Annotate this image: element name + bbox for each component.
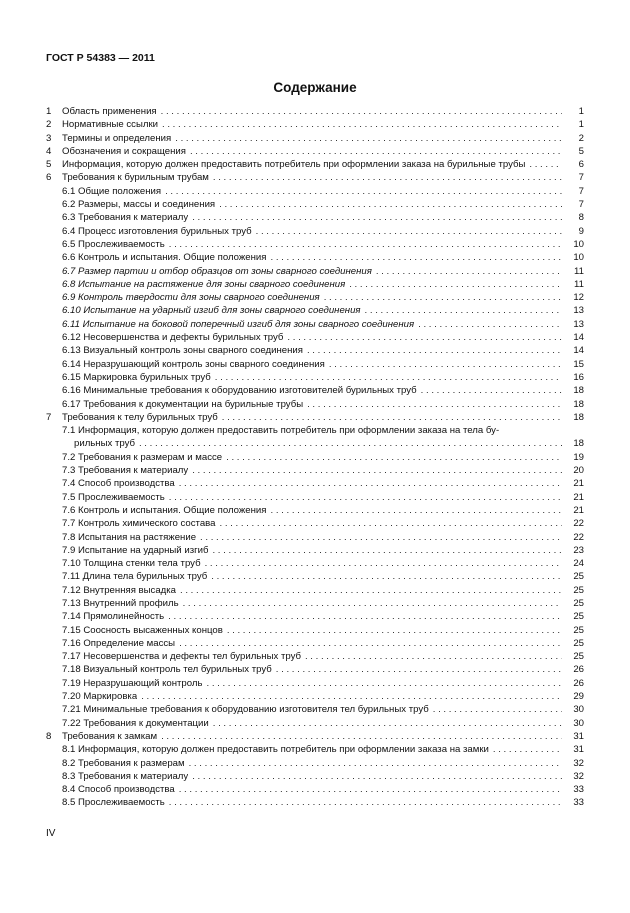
page-title: Содержание: [273, 80, 357, 95]
toc-entry-label: [46, 358, 325, 371]
toc-entry[interactable]: [46, 198, 584, 211]
toc-entry[interactable]: [46, 171, 584, 184]
toc-entry-label: [46, 211, 188, 224]
toc-leader-dots: [139, 437, 562, 450]
toc-entry-text: 7.12 Внутренняя высадка: [62, 584, 177, 596]
toc-page-number: 1: [578, 106, 584, 117]
toc-page-number: 32: [573, 757, 584, 769]
toc-page-number: 15: [573, 358, 584, 370]
toc-entry-text: 7.10 Толщина стенки тела труб: [62, 558, 201, 570]
toc-entry[interactable]: [46, 584, 584, 597]
toc-leader-dots: [307, 398, 562, 411]
toc-entry-text: 6.11 Испытание на боковой поперечный изгиб для зоны сварного соединения: [62, 318, 415, 330]
toc-page-number: 13: [573, 305, 584, 317]
toc-entry[interactable]: [46, 238, 584, 251]
toc-entry[interactable]: [46, 145, 584, 158]
toc-leader-dots: [256, 225, 562, 238]
toc-entry[interactable]: [46, 118, 584, 131]
toc-page-number: 22: [573, 531, 584, 543]
toc-entry[interactable]: [46, 796, 584, 809]
page-number-footer: IV: [46, 828, 56, 839]
toc-leader-dots: [162, 118, 562, 131]
toc-page-number: 7: [578, 172, 584, 184]
toc-entry-text: 6.2 Размеры, массы и соединения: [62, 199, 216, 211]
toc-page-number: 13: [573, 318, 584, 330]
toc-leader-dots: [213, 171, 562, 184]
toc-leader-dots: [183, 597, 562, 610]
toc-entry[interactable]: [46, 185, 584, 198]
toc-leader-dots: [222, 411, 562, 424]
toc-leader-dots: [161, 105, 562, 118]
toc-entry[interactable]: [46, 105, 584, 118]
toc-entry-text: Термины и определения: [62, 132, 172, 144]
toc-entry-label: [46, 105, 157, 118]
toc-entry[interactable]: [46, 132, 584, 145]
toc-entry-text: 6.15 Маркировка бурильных труб: [62, 371, 211, 383]
toc-entry-text: Область применения: [62, 106, 157, 117]
toc-entry[interactable]: [46, 757, 584, 770]
toc-leader-dots: [211, 570, 562, 583]
toc-entry-label: [46, 304, 361, 317]
toc-entry[interactable]: [46, 544, 584, 557]
toc-leader-dots: [418, 318, 562, 331]
toc-page-number: 16: [573, 371, 584, 383]
toc-page-number: 18: [573, 438, 584, 450]
toc-entry-text: 8.2 Требования к размерам: [62, 757, 185, 769]
toc-entry-text: 6.8 Испытание на растяжение для зоны сварного соединения: [62, 278, 346, 290]
toc-leader-dots: [329, 358, 562, 371]
toc-entry-label: [46, 570, 207, 583]
toc-leader-dots: [190, 145, 562, 158]
toc-leader-dots: [175, 132, 562, 145]
toc-page-number: 14: [573, 345, 584, 357]
toc-entry-text: Требования к телу бурильных труб: [62, 411, 218, 423]
toc-leader-dots: [227, 624, 562, 637]
toc-entry-label: [46, 185, 161, 198]
toc-entry-label: [46, 504, 267, 517]
toc-entry-label: [46, 451, 222, 464]
toc-entry[interactable]: [46, 291, 584, 304]
toc-page-number: 31: [573, 730, 584, 742]
toc-entry-text: 7.14 Прямолинейность: [62, 611, 165, 623]
toc-entry-text: 7.22 Требования к документации: [62, 717, 209, 729]
toc-leader-dots: [365, 304, 562, 317]
toc-entry[interactable]: [46, 251, 584, 264]
toc-entry-label: [46, 517, 216, 530]
toc-entry[interactable]: [46, 703, 584, 716]
toc-entry[interactable]: [46, 304, 584, 317]
toc-page-number: 18: [573, 385, 584, 397]
toc-entry-label: [46, 477, 175, 490]
toc-leader-dots: [213, 717, 562, 730]
toc-entry[interactable]: [46, 610, 584, 623]
table-of-contents: [46, 105, 584, 810]
toc-entry[interactable]: [46, 663, 584, 676]
toc-entry[interactable]: [46, 358, 584, 371]
toc-entry-label: [46, 783, 175, 796]
toc-entry-label: [46, 278, 345, 291]
toc-entry-label: [46, 584, 176, 597]
toc-entry-text: 8.4 Способ производства: [62, 784, 175, 796]
toc-leader-dots: [433, 703, 562, 716]
toc-entry-text: 7.6 Контроль и испытания. Общие положения: [62, 504, 267, 516]
toc-entry[interactable]: [46, 650, 584, 663]
toc-page-number: 21: [573, 478, 584, 490]
toc-leader-dots: [179, 783, 562, 796]
toc-section-number: 3: [46, 132, 52, 144]
toc-section-number: 4: [46, 145, 52, 157]
toc-leader-dots: [192, 464, 562, 477]
toc-entry[interactable]: [46, 265, 584, 278]
toc-leader-dots: [212, 544, 562, 557]
toc-entry-text: 7.18 Визуальный контроль тел бурильных труб: [62, 664, 272, 676]
toc-entry[interactable]: [46, 398, 584, 411]
toc-entry-text: 6.5 Прослеживаемость: [62, 238, 165, 250]
toc-entry-text: 6.7 Размер партии и отбор образцов от зоны сварного соединения: [62, 265, 372, 277]
toc-leader-dots: [307, 344, 562, 357]
toc-leader-dots: [529, 158, 562, 171]
toc-entry-label: [46, 251, 267, 264]
toc-entry-label: [46, 650, 301, 663]
toc-entry-label: [46, 557, 201, 570]
toc-entry[interactable]: [46, 517, 584, 530]
toc-entry-label: [46, 610, 164, 623]
toc-leader-dots: [305, 650, 562, 663]
toc-leader-dots: [421, 384, 562, 397]
toc-entry-text: Требования к замкам: [62, 730, 158, 742]
toc-entry-text: 6.16 Минимальные требования к оборудованию изготовителей бурильных труб: [62, 385, 417, 397]
toc-leader-dots: [271, 504, 563, 517]
toc-entry-text: 7.11 Длина тела бурильных труб: [62, 571, 208, 583]
toc-leader-dots: [180, 584, 562, 597]
toc-entry-label: [46, 703, 429, 716]
toc-entry-label: [46, 531, 196, 544]
toc-page-number: 11: [574, 265, 584, 277]
toc-entry-label: [46, 291, 320, 304]
toc-entry-text: Нормативные ссылки: [62, 119, 159, 131]
toc-entry-label: [46, 265, 372, 278]
toc-leader-dots: [179, 477, 562, 490]
toc-page-number: 20: [573, 465, 584, 477]
toc-entry-text: 7.7 Контроль химического состава: [62, 518, 216, 530]
toc-entry-text: 7.8 Испытания на растяжение: [62, 531, 197, 543]
toc-entry[interactable]: [46, 371, 584, 384]
toc-leader-dots: [189, 757, 562, 770]
toc-leader-dots: [169, 491, 562, 504]
toc-entry-label: [46, 796, 165, 809]
toc-entry-text: 7.5 Прослеживаемость: [62, 491, 165, 503]
toc-section-number: 2: [46, 119, 52, 131]
toc-entry-text: 7.20 Маркировка: [62, 691, 138, 703]
toc-entry[interactable]: [46, 624, 584, 637]
toc-entry[interactable]: [46, 344, 584, 357]
toc-entry-label: [46, 384, 417, 397]
toc-entry-label: [46, 690, 137, 703]
toc-leader-dots: [324, 291, 562, 304]
toc-page-number: 30: [573, 717, 584, 729]
toc-entry-label: [46, 371, 211, 384]
toc-page-number: 1: [578, 119, 584, 131]
toc-leader-dots: [271, 251, 563, 264]
toc-entry[interactable]: [46, 318, 584, 331]
toc-entry-text: 6.12 Несовершенства и дефекты бурильных труб: [62, 332, 284, 344]
toc-page-number: 9: [578, 225, 584, 237]
toc-entry-label: [46, 398, 303, 411]
toc-entry-label: [46, 171, 209, 184]
toc-leader-dots: [226, 451, 562, 464]
toc-entry[interactable]: [46, 504, 584, 517]
toc-section-number: 1: [46, 106, 52, 117]
toc-entry-label: [46, 118, 158, 131]
toc-entry-text: 7.13 Внутренний профиль: [62, 597, 179, 609]
toc-entry-text: рильных труб: [74, 438, 135, 450]
toc-leader-dots: [192, 211, 562, 224]
toc-page-number: 25: [573, 571, 584, 583]
toc-entry[interactable]: [46, 331, 584, 344]
toc-entry[interactable]: [46, 770, 584, 783]
toc-entry-label: [46, 225, 252, 238]
toc-entry[interactable]: [46, 384, 584, 397]
toc-entry[interactable]: [46, 451, 584, 464]
toc-leader-dots: [179, 637, 562, 650]
toc-page-number: 19: [573, 451, 584, 463]
toc-page-number: 6: [578, 159, 584, 171]
toc-page-number: 25: [573, 597, 584, 609]
toc-page-number: 23: [573, 544, 584, 556]
toc-leader-dots: [206, 677, 562, 690]
toc-entry-text: 7.21 Минимальные требования к оборудованию изготовителя тел бурильных труб: [62, 704, 429, 716]
toc-leader-dots: [376, 265, 562, 278]
toc-entry[interactable]: [46, 677, 584, 690]
toc-entry-label: [46, 344, 303, 357]
toc-leader-dots: [219, 198, 562, 211]
toc-leader-dots: [349, 278, 562, 291]
toc-page-number: 2: [578, 132, 584, 144]
toc-entry-label: [46, 743, 489, 756]
toc-entry-text: 8.5 Прослеживаемость: [62, 797, 165, 809]
toc-page-number: 10: [573, 252, 584, 264]
toc-entry-text: 7.15 Соосность высаженных концов: [62, 624, 223, 636]
toc-page-number: 30: [573, 704, 584, 716]
toc-section-number: 5: [46, 159, 52, 171]
toc-entry-label: [46, 145, 186, 158]
toc-entry-text: 6.9 Контроль твердости для зоны сварного соединения: [62, 292, 320, 304]
toc-page-number: 12: [573, 292, 584, 304]
toc-page-number: 18: [573, 398, 584, 410]
toc-leader-dots: [276, 663, 562, 676]
toc-entry[interactable]: [46, 531, 584, 544]
toc-entry-label: [46, 331, 283, 344]
toc-entry[interactable]: [46, 730, 584, 743]
toc-entry[interactable]: [46, 570, 584, 583]
toc-page-number: 21: [573, 491, 584, 503]
toc-entry-label: [46, 544, 208, 557]
toc-entry-label: [46, 757, 185, 770]
toc-page-number: 21: [573, 504, 584, 516]
toc-leader-dots: [168, 610, 562, 623]
toc-page-number: 29: [573, 691, 584, 703]
toc-page-number: 25: [573, 624, 584, 636]
toc-entry-label: [46, 770, 188, 783]
toc-entry-label: [46, 437, 135, 450]
toc-leader-dots: [165, 185, 562, 198]
toc-entry[interactable]: [46, 158, 584, 171]
toc-page-number: 31: [573, 744, 584, 756]
toc-entry-label: [46, 198, 215, 211]
toc-entry-text: 6.17 Требования к документации на бурильные трубы: [62, 398, 304, 410]
toc-entry[interactable]: [46, 464, 584, 477]
toc-entry-label: [46, 238, 165, 251]
toc-entry[interactable]: [46, 717, 584, 730]
toc-entry-label: [46, 597, 179, 610]
toc-leader-dots: [215, 371, 562, 384]
toc-entry[interactable]: [46, 211, 584, 224]
toc-entry-text: 7.3 Требования к материалу: [62, 465, 189, 477]
toc-entry[interactable]: [46, 437, 584, 450]
toc-leader-dots: [220, 517, 563, 530]
toc-entry-text: 6.14 Неразрушающий контроль зоны сварного соединения: [62, 358, 325, 370]
toc-entry-text: 7.17 Несовершенства и дефекты тел бурильных труб: [62, 651, 301, 663]
toc-entry-text: 6.6 Контроль и испытания. Общие положения: [62, 252, 267, 264]
toc-leader-dots: [169, 796, 562, 809]
toc-leader-dots: [192, 770, 562, 783]
toc-entry-label: [46, 677, 202, 690]
toc-page-number: 25: [573, 651, 584, 663]
toc-page-number: 32: [573, 770, 584, 782]
toc-page-number: 5: [578, 145, 584, 157]
toc-page-number: 11: [574, 278, 584, 290]
toc-entry-label: [46, 717, 209, 730]
toc-page-number: 26: [573, 677, 584, 689]
toc-leader-dots: [169, 238, 562, 251]
toc-page-number: 7: [578, 185, 584, 197]
toc-entry-text: 6.13 Визуальный контроль зоны сварного соединения: [62, 345, 303, 357]
toc-page-number: 22: [573, 518, 584, 530]
toc-entry-text: 7.16 Определение массы: [62, 637, 176, 649]
toc-entry-text: 7.2 Требования к размерам и массе: [62, 451, 223, 463]
toc-entry[interactable]: [46, 597, 584, 610]
toc-entry[interactable]: [46, 690, 584, 703]
toc-entry-text: 6.3 Требования к материалу: [62, 212, 189, 224]
toc-entry-label: [46, 132, 171, 145]
toc-entry-label: [46, 158, 525, 171]
toc-entry[interactable]: [46, 477, 584, 490]
toc-leader-dots: [287, 331, 562, 344]
toc-entry[interactable]: [46, 411, 584, 424]
toc-page-number: 26: [573, 664, 584, 676]
toc-entry-text: 7.9 Испытание на ударный изгиб: [62, 544, 209, 556]
toc-page-number: 24: [573, 558, 584, 570]
toc-page-number: 7: [578, 199, 584, 211]
toc-entry-label: [46, 663, 272, 676]
toc-entry-text: 7.19 Неразрушающий контроль: [62, 677, 203, 689]
toc-page-number: 25: [573, 611, 584, 623]
toc-entry-text: 8.3 Требования к материалу: [62, 770, 189, 782]
toc-entry-text[interactable]: 7.1 Информация, которую должен предоставить потребитель при оформлении заказа на тела бу-: [62, 425, 500, 437]
toc-entry-text: 8.1 Информация, которую должен предоставить потребитель при оформлении заказа на замки: [62, 744, 489, 756]
toc-page-number: 10: [573, 238, 584, 250]
toc-entry-text: 6.1 Общие положения: [62, 185, 162, 197]
toc-leader-dots: [161, 730, 562, 743]
toc-section-number: 7: [46, 411, 52, 423]
toc-leader-dots: [141, 690, 562, 703]
toc-entry[interactable]: [46, 783, 584, 796]
toc-entry-text: 6.10 Испытание на ударный изгиб для зоны сварного соединения: [62, 305, 361, 317]
toc-entry[interactable]: [46, 557, 584, 570]
toc-entry[interactable]: [46, 637, 584, 650]
toc-section-number: 6: [46, 172, 52, 184]
toc-entry-label: [46, 464, 188, 477]
toc-page-number: 14: [573, 332, 584, 344]
toc-page-number: 33: [573, 797, 584, 809]
toc-entry[interactable]: [46, 743, 584, 756]
toc-page-number: 25: [573, 584, 584, 596]
toc-section-number: 8: [46, 730, 52, 742]
toc-entry[interactable]: [46, 491, 584, 504]
toc-entry-text: Информация, которую должен предоставить потребитель при оформлении заказа на бурильные трубы: [62, 159, 526, 171]
toc-entry-text: Требования к бурильным трубам: [62, 172, 209, 184]
toc-page-number: 8: [578, 212, 584, 224]
toc-entry-label: [46, 730, 157, 743]
toc-entry-label: [46, 637, 175, 650]
toc-entry-text: 6.4 Процесс изготовления бурильных труб: [62, 225, 252, 237]
toc-page-number: 18: [573, 411, 584, 423]
toc-leader-dots: [200, 531, 562, 544]
toc-entry-text: 7.4 Способ производства: [62, 478, 175, 490]
toc-entry[interactable]: [46, 278, 584, 291]
toc-entry-label: [46, 624, 223, 637]
toc-leader-dots: [205, 557, 562, 570]
toc-page-number: 33: [573, 784, 584, 796]
toc-entry-label: [46, 491, 165, 504]
toc-entry-label: [46, 411, 218, 424]
document-header: ГОСТ Р 54383 — 2011: [46, 52, 155, 64]
toc-leader-dots: [493, 743, 562, 756]
toc-entry-text: Обозначения и сокращения: [62, 145, 186, 157]
toc-page-number: 25: [573, 637, 584, 649]
toc-entry-label: [46, 318, 414, 331]
toc-entry[interactable]: [46, 225, 584, 238]
